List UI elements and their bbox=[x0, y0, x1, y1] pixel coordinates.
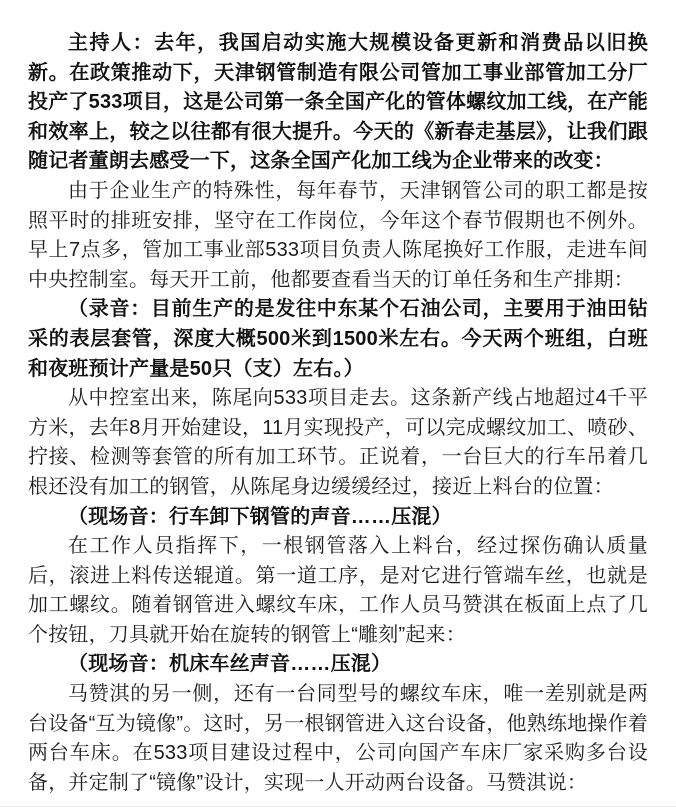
article-body bbox=[28, 29, 648, 798]
paragraph-narration-4: 马赞淇的另一侧，还有一台同型号的螺纹车床，唯一差别就是两台设备“互为镜像”。这时，另一根钢管进入这台设备，他熟练地操作着两台车床。在533项目建设过程中，公司向国产车床厂家采购多台设备，并定制了“镜像”设计，实现一人开动两台设备。马赞淇说： bbox=[28, 683, 648, 794]
paragraph-host-intro: 主持人：去年，我国启动实施大规模设备更新和消费品以旧换新。在政策推动下，天津钢管制造有限公司管加工事业部管加工分厂投产了533项目，这是公司第一条全国产化的管体螺纹加工线，在产能和效率上，较之以往都有很大提升。今天的《新春走基层》，让我们跟随记者董朗去感受一下，这条全国产化加工线为企业带来的改变： bbox=[28, 32, 648, 173]
paragraph-narration-3: 在工作人员指挥下，一根钢管落入上料台，经过探伤确认质量后，滚进上料传送辊道。第一道工序，是对它进行管端车丝，也就是加工螺纹。随着钢管进入螺纹车床，工作人员马赞淇在板面上点了几个按钮，刀具就开始在旋转的钢管上“雕刻”起来： bbox=[28, 535, 648, 646]
paragraph-scene-sound-1: （现场音：行车卸下钢管的声音……压混） bbox=[68, 505, 452, 528]
paragraph-narration-1: 由于企业生产的特殊性，每年春节，天津钢管公司的职工都是按照平时的排班安排，坚守在工作岗位，今年这个春节假期也不例外。早上7点多，管加工事业部533项目负责人陈尾换好工作服，走进车间中央控制室。每天开工前，他都要查看当天的订单任务和生产排期： bbox=[28, 179, 648, 291]
paragraph-scene-sound-2: （现场音：机床车丝声音……压混） bbox=[68, 653, 392, 676]
paragraph-recording-quote: （录音：目前生产的是发往中东某个石油公司，主要用于油田钻采的表层套管，深度大概500米到1500米左右。今天两个班组，白班和夜班预计产量是50只（支）左右。） bbox=[28, 298, 648, 380]
paragraph-narration-2: 从中控室出来，陈尾向533项目走去。这条新产线占地超过4千平方米，去年8月开始建设，11月实现投产，可以完成螺纹加工、喷砂、拧接、检测等套管的所有加工环节。正说着，一台巨大的行车吊着几根还没有加工的钢管，从陈尾身边缓缓经过，接近上料台的位置： bbox=[28, 387, 648, 498]
